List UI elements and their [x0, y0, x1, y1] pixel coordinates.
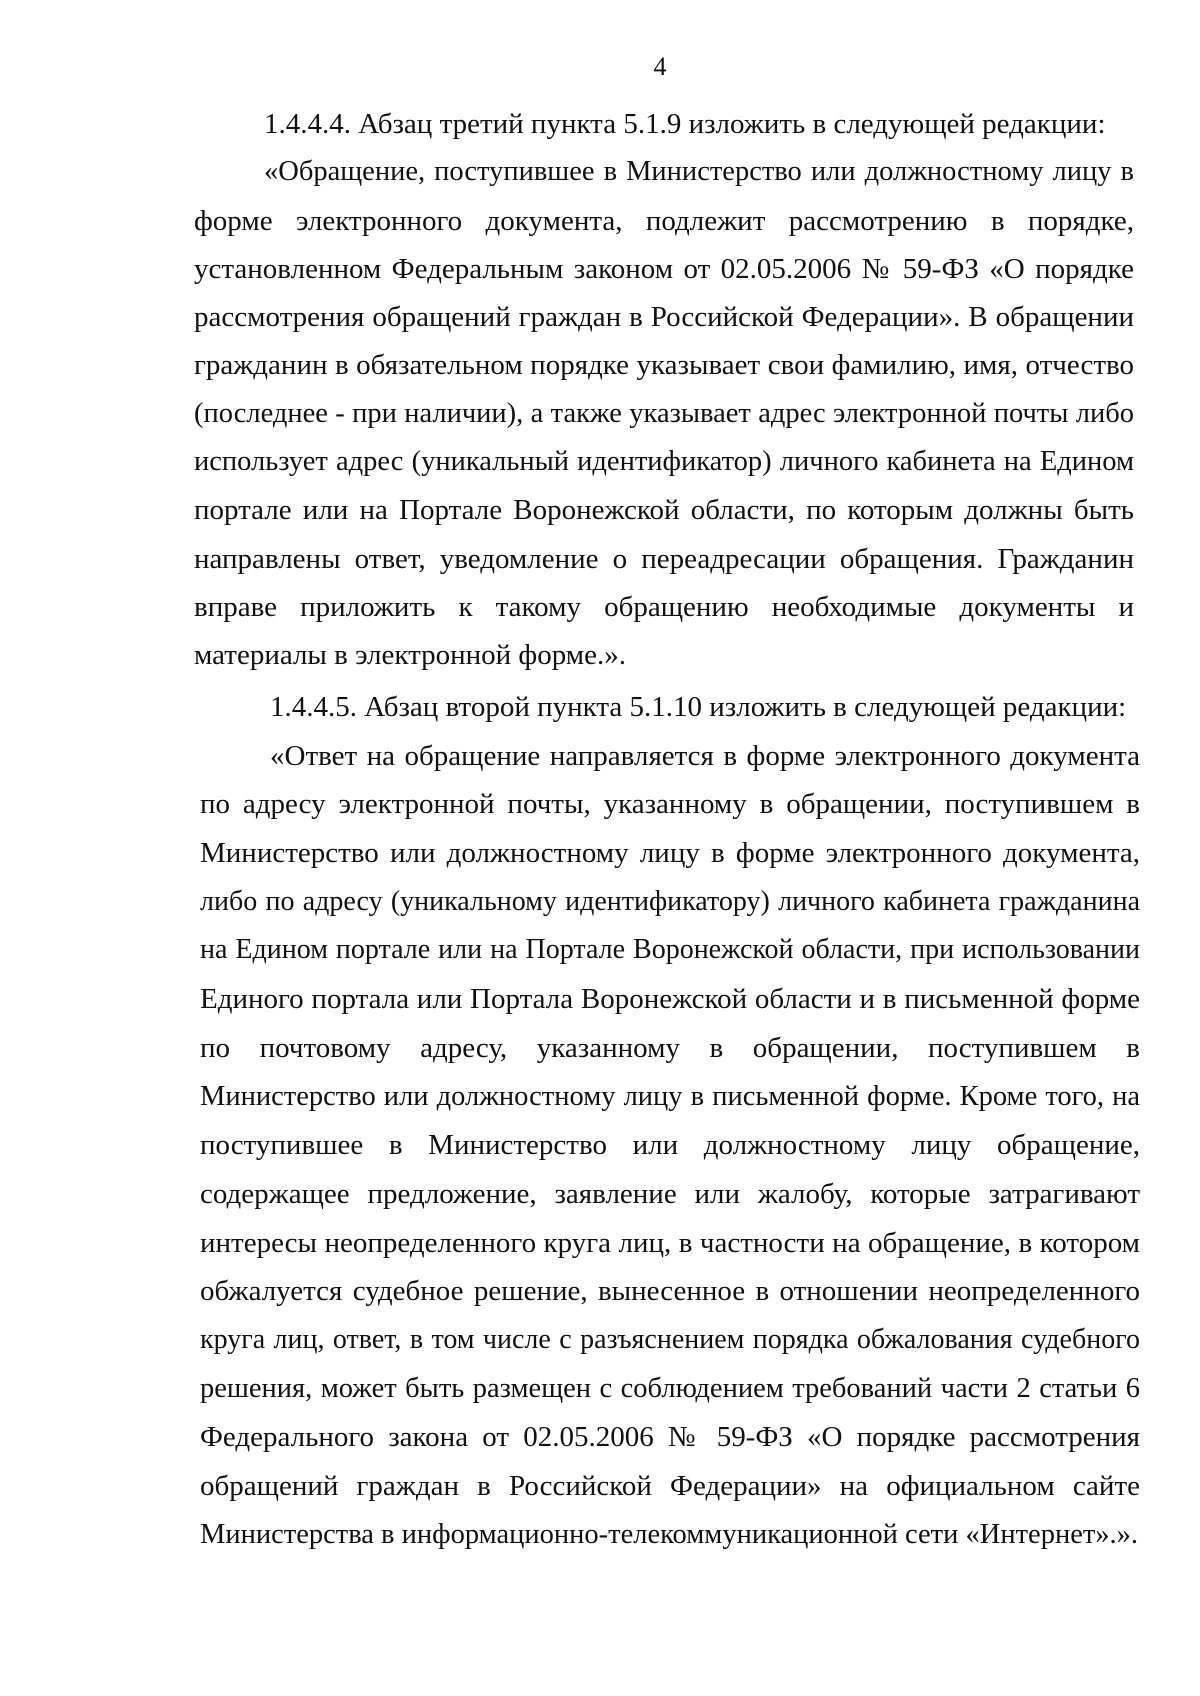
paragraph-line: на Едином портале или на Портале Воронежской области, при использовании [200, 934, 1140, 966]
section-1-4-4-5 [200, 683, 1140, 1559]
paragraph-line: гражданин в обязательном порядке указывает свои фамилию, имя, отчество [194, 349, 1134, 382]
paragraph-line: рассмотрения обращений граждан в Российской Федерации». В обращении [194, 301, 1134, 334]
page-number: 4 [653, 52, 667, 81]
section-heading: 1.4.4.5. Абзац второй пункта 5.1.10 изложить в следующей редакции: [270, 691, 1127, 723]
paragraph-line: обращений граждан в Российской Федерации» на официальном сайте [200, 1470, 1140, 1502]
paragraph-line: поступившее в Министерство или должностному лицу обращение, [200, 1129, 1140, 1162]
paragraph-line: (последнее - при наличии), а также указывает адрес электронной почты либо [194, 397, 1134, 429]
paragraph-line: «Ответ на обращение направляется в форме электронного документа [270, 739, 1140, 772]
paragraph-line: портале или на Портале Воронежской области, по которым должны быть [194, 494, 1134, 527]
paragraph-line: использует адрес (уникальный идентификатор) личного кабинета на Едином [194, 446, 1134, 478]
paragraph-line: по почтовому адресу, указанному в обращении, поступившем в [200, 1031, 1140, 1064]
paragraph-line: Министерство или должностному лицу в письменной форме. Кроме того, на [200, 1080, 1140, 1112]
paragraph-line: круга лиц, ответ, в том числе с разъяснением порядка обжалования судебного [200, 1323, 1140, 1355]
paragraph-line: по адресу электронной почты, указанному в обращении, поступившем в [200, 788, 1140, 821]
paragraph-line: направлены ответ, уведомление о переадресации обращения. Гражданин [194, 542, 1134, 575]
paragraph-line: решения, может быть размещен с соблюдением требований части 2 статьи 6 [200, 1372, 1140, 1404]
paragraph-line: Федерального закона от 02.05.2006 № 59-ФЗ «О порядке рассмотрения [200, 1421, 1140, 1454]
paragraph-line: установленном Федеральным законом от 02.05.2006 № 59-ФЗ «О порядке [194, 252, 1134, 285]
paragraph-line: обжалуется судебное решение, вынесенное в отношении неопределенного [200, 1275, 1140, 1308]
paragraph-line-last: материалы в электронной форме.». [194, 639, 626, 672]
paragraph-line: интересы неопределенного круга лиц, в частности на обращение, в котором [200, 1226, 1140, 1259]
paragraph-line: либо по адресу (уникальному идентификатору) личного кабинета гражданина [200, 885, 1140, 917]
paragraph-line: Министерство или должностному лицу в форме электронного документа, [200, 837, 1140, 870]
paragraph-line: Единого портала или Портала Воронежской области и в письменной форме [200, 983, 1140, 1016]
paragraph-line: форме электронного документа, подлежит рассмотрению в порядке, [194, 204, 1134, 237]
paragraph-line: содержащее предложение, заявление или жалобу, которые затрагивают [200, 1177, 1140, 1210]
paragraph-line-last: Министерства в информационно-телекоммуникационной сети «Интернет».». [200, 1518, 1139, 1550]
section-1-4-4-4 [194, 100, 1134, 680]
paragraph-line: «Обращение, поступившее в Министерство или должностному лицу в [264, 156, 1134, 188]
section-heading: 1.4.4.4. Абзац третий пункта 5.1.9 изложить в следующей редакции: [264, 108, 1106, 140]
paragraph-line: вправе приложить к такому обращению необходимые документы и [194, 590, 1134, 623]
